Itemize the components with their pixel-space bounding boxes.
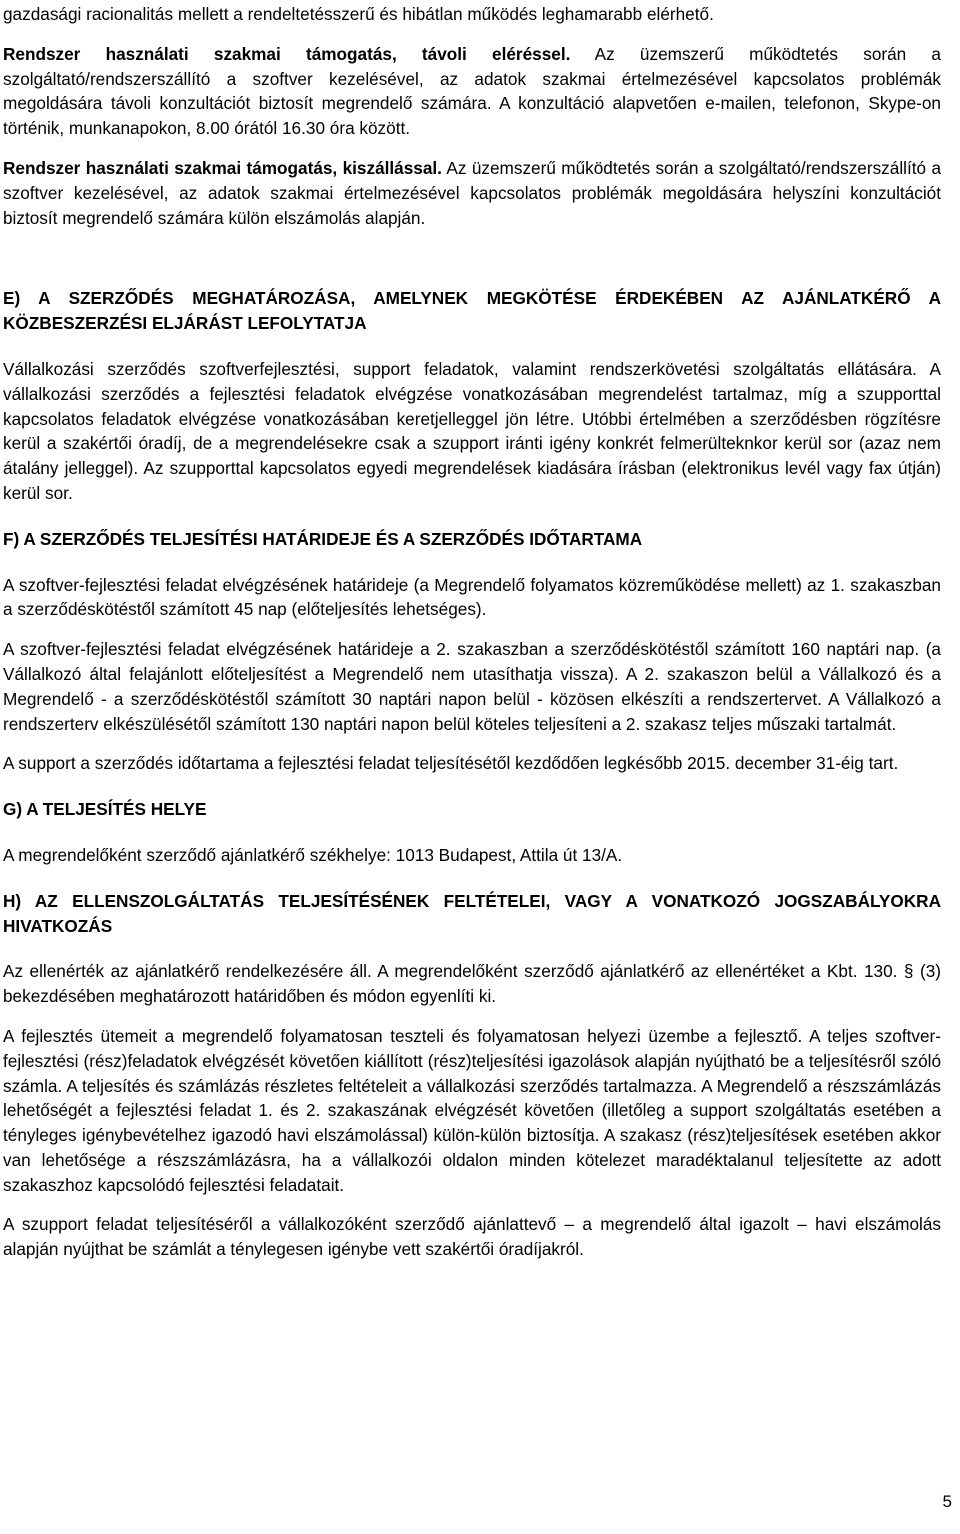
remote-support-lead: Rendszer használati szakmai támogatás, távoli eléréssel. bbox=[3, 43, 571, 64]
paragraph-remote-support bbox=[3, 42, 941, 141]
paragraph-onsite-support bbox=[3, 156, 941, 230]
section-f-paragraph-2: A szoftver-fejlesztési feladat elvégzésének határideje a 2. szakaszban a szerződéskötéstől számított 160 naptári nap. (a Vállalkozó által felajánlott előteljesítést a Megrendelő nem utasíthatja vissza). A 2. szakaszon belül a Vállalkozó és a Megrendelő - a szerződéskötéstől számított 30 naptári napon belül - közösen elkészíti a rendszertervet. A Vállalkozó a rendszerterv elkészülésétől számított 130 naptári napon belül köteles teljesíteni a 2. szakasz teljes műszaki tartalmát. bbox=[3, 639, 941, 734]
section-g-heading: G) A TELJESÍTÉS HELYE bbox=[3, 799, 207, 820]
onsite-support-text: Az üzemszerű működtetés során a szolgáltató/rendszerszállító a szoftver kezelésével, az adatok szakmai értelmezésével kapcsolatos problémák megoldására helyszíni konzultációt biztosít megrendelő számára külön elszámolás alapján. bbox=[3, 157, 941, 228]
section-f-heading: F) A SZERZŐDÉS TELJESÍTÉSI HATÁRIDEJE ÉS A SZERZŐDÉS IDŐTARTAMA bbox=[3, 528, 643, 549]
section-g-paragraph-1: A megrendelőként szerződő ajánlatkérő székhelye: 1013 Budapest, Attila út 13/A. bbox=[3, 844, 623, 865]
section-f-paragraph-3: A support a szerződés időtartama a fejlesztési feladat teljesítésétől kezdődően legkésőbb 2015. december 31-éig tart. bbox=[3, 753, 899, 774]
section-h-paragraph-3: A szupport feladat teljesítéséről a vállalkozóként szerződő ajánlattevő – a megrendelő által igazolt – havi elszámolás alapján nyújthat be számlát a ténylegesen igénybe vett szakértői óradíjakról. bbox=[3, 1214, 941, 1260]
section-h-paragraph-1: Az ellenérték az ajánlatkérő rendelkezésére áll. A megrendelőként szerződő ajánlatkérő az ellenértéket a Kbt. 130. § (3) bekezdésében meghatározott határidőben és módon egyenlíti ki. bbox=[3, 961, 941, 1007]
document-body bbox=[3, 2, 941, 1262]
section-h-heading: H) AZ ELLENSZOLGÁLTATÁS TELJESÍTÉSÉNEK FELTÉTELEI, VAGY A VONATKOZÓ JOGSZABÁLYOKRA HIVATKOZÁS bbox=[3, 890, 941, 936]
onsite-support-lead: Rendszer használati szakmai támogatás, kiszállással. bbox=[3, 157, 442, 178]
section-f-paragraph-1: A szoftver-fejlesztési feladat elvégzésének határideje (a Megrendelő folyamatos közreműködése mellett) az 1. szakaszban a szerződéskötéstől számított 45 nap (előteljesítés lehetséges). bbox=[3, 574, 941, 620]
section-h-paragraph-2: A fejlesztés ütemeit a megrendelő folyamatosan teszteli és folyamatosan helyezi üzembe a fejlesztő. A teljes szoftver-fejlesztési (rész)feladatok elvégzését követően kiállított (rész)teljesítési igazolások alapján nyújtható be a teljesítésről szóló számla. A teljesítés és számlázás részletes feltételeit a vállalkozási szerződés tartalmazza. A Megrendelő a részszámlázás lehetőségét a fejlesztési feladat 1. és 2. szakaszának elvégzését követően (illetőleg a support szolgáltatás esetében a tényleges igénybevételhez igazodó havi elszámolással) külön-külön biztosítja. A szakasz (rész)teljesítések esetében akkor van lehetősége a részszámlázásra, ha a vállalkozói oldalon minden kötelezet maradéktalanul teljesítette az adott szakaszhoz kapcsolódó fejlesztési feladatait. bbox=[3, 1025, 941, 1195]
section-e-paragraph-1: Vállalkozási szerződés szoftverfejlesztési, support feladatok, valamint rendszerkövetési szolgáltatás ellátására. A vállalkozási szerződés a fejlesztési feladatok elvégzése vonatkozásában megrendelést tartalmaz, míg a szupporttal kapcsolatos feladatok elvégzése vonatkozásában keretjelleggel jön létre. Utóbbi értelmében a szerződésben rögzítésre kerül a szakértői óradíj, de a megrendelésekre csak a szupport iránti igény konkrét felmerülteknkor kerül sor (azaz nem átalány jelleggel). Az szupporttal kapcsolatos egyedi megrendelések kiadására írásban (elektronikus levél vagy fax útján) kerül sor. bbox=[3, 358, 941, 503]
section-e-heading: E) A SZERZŐDÉS MEGHATÁROZÁSA, AMELYNEK MEGKÖTÉSE ÉRDEKÉBEN AZ AJÁNLATKÉRŐ A KÖZBESZERZÉSI ELJÁRÁST LEFOLYTATJA bbox=[3, 288, 941, 334]
remote-support-text: Az üzemszerű működtetés során a szolgáltató/rendszerszállító a szoftver kezelésével, az adatok szakmai értelmezésével kapcsolatos problémák megoldására távoli konzultációt biztosít megrendelő számára. A konzultáció alapvetően e-mailen, telefonon, Skype-on történik, munkanapokon, 8.00 órától 16.30 óra között. bbox=[3, 43, 941, 139]
paragraph-continuation: gazdasági racionalitás mellett a rendeltetésszerű és hibátlan működés leghamarabb elérhető. bbox=[3, 4, 714, 24]
page-number: 5 bbox=[942, 1492, 952, 1511]
